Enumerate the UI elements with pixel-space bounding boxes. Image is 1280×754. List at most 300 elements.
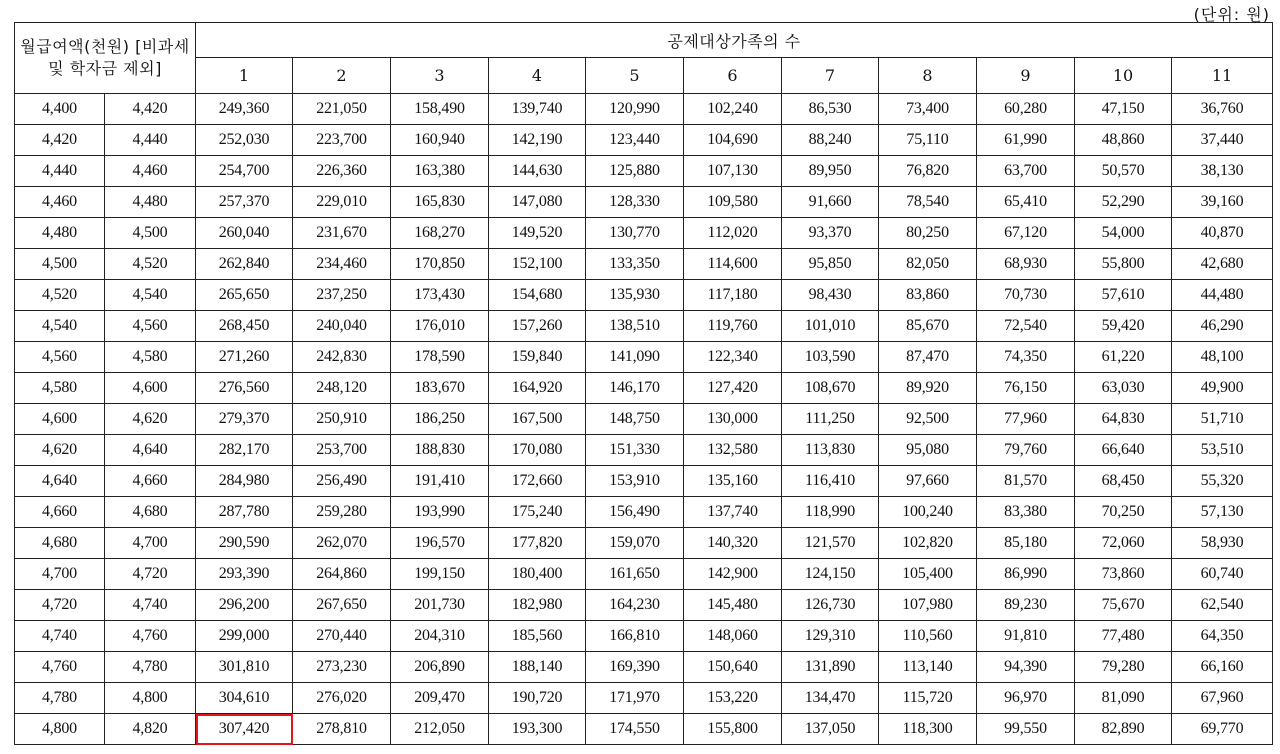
tax-amount-cell: 166,810 — [586, 621, 684, 652]
tax-amount-cell: 125,880 — [586, 156, 684, 187]
tax-amount-cell: 167,500 — [489, 404, 586, 435]
tax-amount-cell: 52,290 — [1075, 187, 1172, 218]
tax-amount-cell: 119,760 — [684, 311, 782, 342]
tax-amount-cell: 115,720 — [879, 683, 977, 714]
tax-amount-cell: 191,410 — [391, 466, 489, 497]
table-row — [15, 125, 1273, 156]
salary-to-cell: 4,580 — [105, 342, 196, 373]
tax-amount-cell: 76,820 — [879, 156, 977, 187]
table-row — [15, 311, 1273, 342]
salary-to-cell: 4,720 — [105, 559, 196, 590]
tax-amount-cell: 96,970 — [977, 683, 1075, 714]
salary-from-cell: 4,520 — [15, 280, 105, 311]
tax-amount-cell: 83,860 — [879, 280, 977, 311]
tax-amount-cell: 170,080 — [489, 435, 586, 466]
tax-amount-cell: 97,660 — [879, 466, 977, 497]
tax-amount-cell: 102,240 — [684, 94, 782, 125]
tax-amount-cell: 82,050 — [879, 249, 977, 280]
tax-amount-cell: 293,390 — [196, 559, 293, 590]
tax-amount-cell: 180,400 — [489, 559, 586, 590]
salary-from-cell: 4,560 — [15, 342, 105, 373]
tax-amount-cell: 89,920 — [879, 373, 977, 404]
tax-amount-cell: 62,540 — [1172, 590, 1273, 621]
tax-amount-cell: 117,180 — [684, 280, 782, 311]
salary-from-cell: 4,480 — [15, 218, 105, 249]
tax-amount-cell: 86,530 — [782, 94, 879, 125]
tax-amount-cell: 206,890 — [391, 652, 489, 683]
withholding-tax-table — [14, 22, 1273, 745]
tax-amount-cell: 231,670 — [293, 218, 391, 249]
salary-to-cell: 4,800 — [105, 683, 196, 714]
tax-amount-cell: 175,240 — [489, 497, 586, 528]
family-count-column-header: 8 — [879, 58, 977, 94]
tax-amount-cell: 111,250 — [782, 404, 879, 435]
tax-amount-cell: 87,470 — [879, 342, 977, 373]
tax-amount-cell: 98,430 — [782, 280, 879, 311]
tax-amount-cell: 164,920 — [489, 373, 586, 404]
tax-amount-cell: 196,570 — [391, 528, 489, 559]
tax-amount-cell: 256,490 — [293, 466, 391, 497]
tax-amount-cell: 237,250 — [293, 280, 391, 311]
salary-to-cell: 4,660 — [105, 466, 196, 497]
tax-amount-cell: 64,350 — [1172, 621, 1273, 652]
tax-amount-cell: 223,700 — [293, 125, 391, 156]
tax-amount-cell: 73,400 — [879, 94, 977, 125]
tax-amount-cell: 148,060 — [684, 621, 782, 652]
tax-amount-cell: 37,440 — [1172, 125, 1273, 156]
tax-amount-cell: 209,470 — [391, 683, 489, 714]
tax-amount-cell: 262,840 — [196, 249, 293, 280]
tax-amount-cell: 173,430 — [391, 280, 489, 311]
tax-amount-cell: 63,030 — [1075, 373, 1172, 404]
family-count-column-header: 9 — [977, 58, 1075, 94]
salary-to-cell: 4,560 — [105, 311, 196, 342]
tax-amount-cell: 75,110 — [879, 125, 977, 156]
tax-amount-cell: 177,820 — [489, 528, 586, 559]
tax-amount-cell: 185,560 — [489, 621, 586, 652]
tax-amount-cell: 70,730 — [977, 280, 1075, 311]
tax-amount-cell: 276,020 — [293, 683, 391, 714]
tax-amount-cell: 107,980 — [879, 590, 977, 621]
tax-amount-cell: 61,990 — [977, 125, 1075, 156]
table-row — [15, 621, 1273, 652]
tax-amount-cell: 67,120 — [977, 218, 1075, 249]
tax-amount-cell: 271,260 — [196, 342, 293, 373]
tax-amount-cell: 44,480 — [1172, 280, 1273, 311]
salary-to-cell: 4,780 — [105, 652, 196, 683]
tax-amount-cell: 193,300 — [489, 714, 586, 745]
tax-amount-cell: 72,540 — [977, 311, 1075, 342]
tax-amount-cell: 186,250 — [391, 404, 489, 435]
tax-amount-cell: 149,520 — [489, 218, 586, 249]
tax-amount-cell: 201,730 — [391, 590, 489, 621]
tax-amount-cell: 113,830 — [782, 435, 879, 466]
salary-to-cell: 4,420 — [105, 94, 196, 125]
tax-amount-cell: 85,670 — [879, 311, 977, 342]
family-count-column-header: 4 — [489, 58, 586, 94]
salary-range-header: 월급여액(천원) [비과세 및 학자금 제외] — [15, 23, 196, 94]
tax-amount-cell: 121,570 — [782, 528, 879, 559]
tax-amount-cell: 158,490 — [391, 94, 489, 125]
tax-amount-cell: 101,010 — [782, 311, 879, 342]
tax-amount-cell: 183,670 — [391, 373, 489, 404]
tax-amount-cell: 51,710 — [1172, 404, 1273, 435]
table-row — [15, 528, 1273, 559]
tax-amount-cell: 93,370 — [782, 218, 879, 249]
tax-amount-cell: 151,330 — [586, 435, 684, 466]
salary-from-cell: 4,460 — [15, 187, 105, 218]
tax-amount-cell: 130,000 — [684, 404, 782, 435]
tax-amount-cell: 124,150 — [782, 559, 879, 590]
tax-amount-cell: 72,060 — [1075, 528, 1172, 559]
tax-amount-cell: 73,860 — [1075, 559, 1172, 590]
tax-amount-cell: 254,700 — [196, 156, 293, 187]
unit-note: (단위: 원) — [1193, 5, 1270, 24]
tax-amount-cell: 60,280 — [977, 94, 1075, 125]
tax-amount-cell: 89,950 — [782, 156, 879, 187]
tax-amount-cell: 120,990 — [586, 94, 684, 125]
tax-amount-cell: 262,070 — [293, 528, 391, 559]
tax-amount-cell: 135,160 — [684, 466, 782, 497]
table-row — [15, 435, 1273, 466]
tax-amount-cell: 80,250 — [879, 218, 977, 249]
tax-amount-cell: 242,830 — [293, 342, 391, 373]
tax-amount-cell: 204,310 — [391, 621, 489, 652]
salary-to-cell: 4,640 — [105, 435, 196, 466]
tax-amount-cell: 234,460 — [293, 249, 391, 280]
tax-amount-cell: 190,720 — [489, 683, 586, 714]
tax-amount-cell: 99,550 — [977, 714, 1075, 745]
tax-amount-cell: 157,260 — [489, 311, 586, 342]
salary-from-cell: 4,700 — [15, 559, 105, 590]
tax-amount-cell: 39,160 — [1172, 187, 1273, 218]
tax-amount-cell: 268,450 — [196, 311, 293, 342]
table-row — [15, 714, 1273, 745]
tax-amount-cell: 102,820 — [879, 528, 977, 559]
tax-amount-cell: 91,660 — [782, 187, 879, 218]
tax-amount-cell: 156,490 — [586, 497, 684, 528]
tax-amount-cell: 132,580 — [684, 435, 782, 466]
salary-from-cell: 4,440 — [15, 156, 105, 187]
tax-amount-cell: 46,290 — [1172, 311, 1273, 342]
salary-to-cell: 4,500 — [105, 218, 196, 249]
tax-amount-cell: 250,910 — [293, 404, 391, 435]
salary-to-cell: 4,820 — [105, 714, 196, 745]
table-row — [15, 342, 1273, 373]
tax-amount-cell: 304,610 — [196, 683, 293, 714]
table-header — [15, 23, 1273, 94]
tax-amount-cell: 60,740 — [1172, 559, 1273, 590]
salary-from-cell: 4,620 — [15, 435, 105, 466]
tax-amount-cell: 49,900 — [1172, 373, 1273, 404]
tax-amount-cell: 100,240 — [879, 497, 977, 528]
tax-amount-cell: 128,330 — [586, 187, 684, 218]
tax-amount-cell: 150,640 — [684, 652, 782, 683]
table-row — [15, 683, 1273, 714]
tax-amount-cell: 55,800 — [1075, 249, 1172, 280]
tax-amount-cell: 163,380 — [391, 156, 489, 187]
table-row — [15, 249, 1273, 280]
family-count-column-header: 5 — [586, 58, 684, 94]
tax-amount-cell: 91,810 — [977, 621, 1075, 652]
family-count-column-header: 1 — [196, 58, 293, 94]
tax-amount-cell: 129,310 — [782, 621, 879, 652]
table-row — [15, 497, 1273, 528]
family-count-column-header: 3 — [391, 58, 489, 94]
tax-amount-cell: 61,220 — [1075, 342, 1172, 373]
tax-amount-cell: 135,930 — [586, 280, 684, 311]
tax-amount-cell: 78,540 — [879, 187, 977, 218]
tax-amount-cell: 278,810 — [293, 714, 391, 745]
table-row — [15, 280, 1273, 311]
tax-amount-cell: 86,990 — [977, 559, 1075, 590]
tax-amount-cell: 146,170 — [586, 373, 684, 404]
tax-amount-cell: 65,410 — [977, 187, 1075, 218]
tax-amount-cell: 138,510 — [586, 311, 684, 342]
tax-amount-cell: 110,560 — [879, 621, 977, 652]
tax-amount-cell: 169,390 — [586, 652, 684, 683]
tax-amount-cell: 141,090 — [586, 342, 684, 373]
tax-amount-cell: 48,100 — [1172, 342, 1273, 373]
family-count-column-header: 2 — [293, 58, 391, 94]
tax-amount-cell: 193,990 — [391, 497, 489, 528]
tax-amount-cell: 81,570 — [977, 466, 1075, 497]
tax-amount-cell: 252,030 — [196, 125, 293, 156]
tax-amount-cell: 284,980 — [196, 466, 293, 497]
tax-amount-cell: 273,230 — [293, 652, 391, 683]
tax-amount-cell: 66,640 — [1075, 435, 1172, 466]
tax-amount-cell: 270,440 — [293, 621, 391, 652]
tax-amount-cell: 81,090 — [1075, 683, 1172, 714]
table-row — [15, 652, 1273, 683]
tax-amount-cell: 88,240 — [782, 125, 879, 156]
tax-amount-cell: 103,590 — [782, 342, 879, 373]
tax-amount-cell: 248,120 — [293, 373, 391, 404]
tax-amount-cell: 147,080 — [489, 187, 586, 218]
salary-from-cell: 4,780 — [15, 683, 105, 714]
tax-amount-cell: 85,180 — [977, 528, 1075, 559]
table-row — [15, 156, 1273, 187]
tax-amount-cell: 92,500 — [879, 404, 977, 435]
tax-amount-cell: 57,610 — [1075, 280, 1172, 311]
tax-amount-cell: 172,660 — [489, 466, 586, 497]
tax-amount-cell: 38,130 — [1172, 156, 1273, 187]
tax-amount-cell: 159,070 — [586, 528, 684, 559]
tax-amount-cell: 70,250 — [1075, 497, 1172, 528]
tax-amount-cell: 57,130 — [1172, 497, 1273, 528]
salary-from-cell: 4,720 — [15, 590, 105, 621]
salary-to-cell: 4,760 — [105, 621, 196, 652]
tax-amount-cell: 82,890 — [1075, 714, 1172, 745]
tax-amount-cell: 95,850 — [782, 249, 879, 280]
salary-from-cell: 4,680 — [15, 528, 105, 559]
tax-amount-cell: 168,270 — [391, 218, 489, 249]
tax-amount-cell: 182,980 — [489, 590, 586, 621]
tax-amount-cell: 108,670 — [782, 373, 879, 404]
salary-from-cell: 4,640 — [15, 466, 105, 497]
salary-to-cell: 4,620 — [105, 404, 196, 435]
tax-amount-cell: 112,020 — [684, 218, 782, 249]
tax-amount-cell: 142,900 — [684, 559, 782, 590]
tax-amount-cell: 153,910 — [586, 466, 684, 497]
tax-amount-cell: 68,450 — [1075, 466, 1172, 497]
tax-amount-cell: 134,470 — [782, 683, 879, 714]
salary-to-cell: 4,460 — [105, 156, 196, 187]
tax-amount-cell: 68,930 — [977, 249, 1075, 280]
tax-amount-cell: 77,480 — [1075, 621, 1172, 652]
tax-amount-cell: 54,000 — [1075, 218, 1172, 249]
tax-amount-cell: 47,150 — [1075, 94, 1172, 125]
salary-from-cell: 4,760 — [15, 652, 105, 683]
tax-amount-cell: 148,750 — [586, 404, 684, 435]
tax-amount-cell: 171,970 — [586, 683, 684, 714]
tax-amount-cell: 212,050 — [391, 714, 489, 745]
tax-amount-cell: 95,080 — [879, 435, 977, 466]
tax-amount-cell: 75,670 — [1075, 590, 1172, 621]
tax-amount-cell: 114,600 — [684, 249, 782, 280]
tax-amount-cell: 276,560 — [196, 373, 293, 404]
tax-amount-cell: 188,830 — [391, 435, 489, 466]
tax-amount-cell: 131,890 — [782, 652, 879, 683]
tax-amount-cell: 133,350 — [586, 249, 684, 280]
table-row — [15, 373, 1273, 404]
tax-amount-cell: 123,440 — [586, 125, 684, 156]
tax-amount-cell: 107,130 — [684, 156, 782, 187]
table-row — [15, 590, 1273, 621]
tax-amount-cell: 130,770 — [586, 218, 684, 249]
tax-amount-cell: 160,940 — [391, 125, 489, 156]
tax-amount-cell: 48,860 — [1075, 125, 1172, 156]
tax-amount-cell: 139,740 — [489, 94, 586, 125]
tax-amount-cell: 287,780 — [196, 497, 293, 528]
tax-amount-cell: 77,960 — [977, 404, 1075, 435]
tax-amount-cell: 257,370 — [196, 187, 293, 218]
family-count-column-header: 7 — [782, 58, 879, 94]
salary-from-cell: 4,540 — [15, 311, 105, 342]
tax-amount-cell: 118,300 — [879, 714, 977, 745]
tax-amount-cell: 113,140 — [879, 652, 977, 683]
highlighted-tax-amount-cell: 307,420 — [196, 714, 293, 745]
tax-amount-cell: 66,160 — [1172, 652, 1273, 683]
tax-amount-cell: 105,400 — [879, 559, 977, 590]
salary-to-cell: 4,440 — [105, 125, 196, 156]
tax-amount-cell: 116,410 — [782, 466, 879, 497]
tax-amount-cell: 161,650 — [586, 559, 684, 590]
tax-amount-cell: 126,730 — [782, 590, 879, 621]
tax-amount-cell: 296,200 — [196, 590, 293, 621]
tax-amount-cell: 63,700 — [977, 156, 1075, 187]
tax-amount-cell: 79,280 — [1075, 652, 1172, 683]
tax-amount-cell: 279,370 — [196, 404, 293, 435]
tax-amount-cell: 40,870 — [1172, 218, 1273, 249]
salary-from-cell: 4,500 — [15, 249, 105, 280]
tax-amount-cell: 153,220 — [684, 683, 782, 714]
tax-amount-cell: 142,190 — [489, 125, 586, 156]
table-row — [15, 404, 1273, 435]
salary-to-cell: 4,520 — [105, 249, 196, 280]
family-count-column-header: 6 — [684, 58, 782, 94]
tax-amount-cell: 74,350 — [977, 342, 1075, 373]
tax-amount-cell: 104,690 — [684, 125, 782, 156]
tax-amount-cell: 64,830 — [1075, 404, 1172, 435]
tax-amount-cell: 140,320 — [684, 528, 782, 559]
tax-amount-cell: 69,770 — [1172, 714, 1273, 745]
tax-amount-cell: 76,150 — [977, 373, 1075, 404]
table-row — [15, 218, 1273, 249]
tax-amount-cell: 221,050 — [293, 94, 391, 125]
tax-amount-cell: 152,100 — [489, 249, 586, 280]
tax-amount-cell: 122,340 — [684, 342, 782, 373]
tax-amount-cell: 127,420 — [684, 373, 782, 404]
table-row — [15, 187, 1273, 218]
tax-amount-cell: 174,550 — [586, 714, 684, 745]
tax-amount-cell: 199,150 — [391, 559, 489, 590]
salary-from-cell: 4,580 — [15, 373, 105, 404]
tax-amount-cell: 145,480 — [684, 590, 782, 621]
tax-amount-cell: 58,930 — [1172, 528, 1273, 559]
salary-from-cell: 4,400 — [15, 94, 105, 125]
tax-amount-cell: 36,760 — [1172, 94, 1273, 125]
tax-amount-cell: 249,360 — [196, 94, 293, 125]
table-row — [15, 466, 1273, 497]
tax-amount-cell: 265,650 — [196, 280, 293, 311]
tax-amount-cell: 83,380 — [977, 497, 1075, 528]
tax-amount-cell: 240,040 — [293, 311, 391, 342]
salary-to-cell: 4,700 — [105, 528, 196, 559]
tax-amount-cell: 79,760 — [977, 435, 1075, 466]
tax-amount-cell: 178,590 — [391, 342, 489, 373]
salary-from-cell: 4,660 — [15, 497, 105, 528]
tax-amount-cell: 154,680 — [489, 280, 586, 311]
table-row — [15, 94, 1273, 125]
tax-amount-cell: 42,680 — [1172, 249, 1273, 280]
tax-amount-cell: 299,000 — [196, 621, 293, 652]
tax-amount-cell: 89,230 — [977, 590, 1075, 621]
tax-amount-cell: 226,360 — [293, 156, 391, 187]
tax-amount-cell: 290,590 — [196, 528, 293, 559]
salary-from-cell: 4,420 — [15, 125, 105, 156]
tax-amount-cell: 264,860 — [293, 559, 391, 590]
tax-amount-cell: 260,040 — [196, 218, 293, 249]
tax-amount-cell: 55,320 — [1172, 466, 1273, 497]
tax-amount-cell: 118,990 — [782, 497, 879, 528]
tax-amount-cell: 282,170 — [196, 435, 293, 466]
table-row — [15, 559, 1273, 590]
tax-amount-cell: 137,740 — [684, 497, 782, 528]
tax-amount-cell: 155,800 — [684, 714, 782, 745]
tax-amount-cell: 253,700 — [293, 435, 391, 466]
tax-amount-cell: 53,510 — [1172, 435, 1273, 466]
tax-amount-cell: 170,850 — [391, 249, 489, 280]
tax-amount-cell: 94,390 — [977, 652, 1075, 683]
family-count-column-header: 11 — [1172, 58, 1273, 94]
tax-amount-cell: 229,010 — [293, 187, 391, 218]
salary-to-cell: 4,540 — [105, 280, 196, 311]
salary-to-cell: 4,600 — [105, 373, 196, 404]
salary-to-cell: 4,680 — [105, 497, 196, 528]
tax-amount-cell: 137,050 — [782, 714, 879, 745]
tax-amount-cell: 259,280 — [293, 497, 391, 528]
salary-from-cell: 4,600 — [15, 404, 105, 435]
salary-from-cell: 4,800 — [15, 714, 105, 745]
tax-amount-cell: 165,830 — [391, 187, 489, 218]
tax-amount-cell: 301,810 — [196, 652, 293, 683]
tax-amount-cell: 188,140 — [489, 652, 586, 683]
tax-amount-cell: 267,650 — [293, 590, 391, 621]
tax-amount-cell: 109,580 — [684, 187, 782, 218]
salary-to-cell: 4,740 — [105, 590, 196, 621]
tax-amount-cell: 176,010 — [391, 311, 489, 342]
